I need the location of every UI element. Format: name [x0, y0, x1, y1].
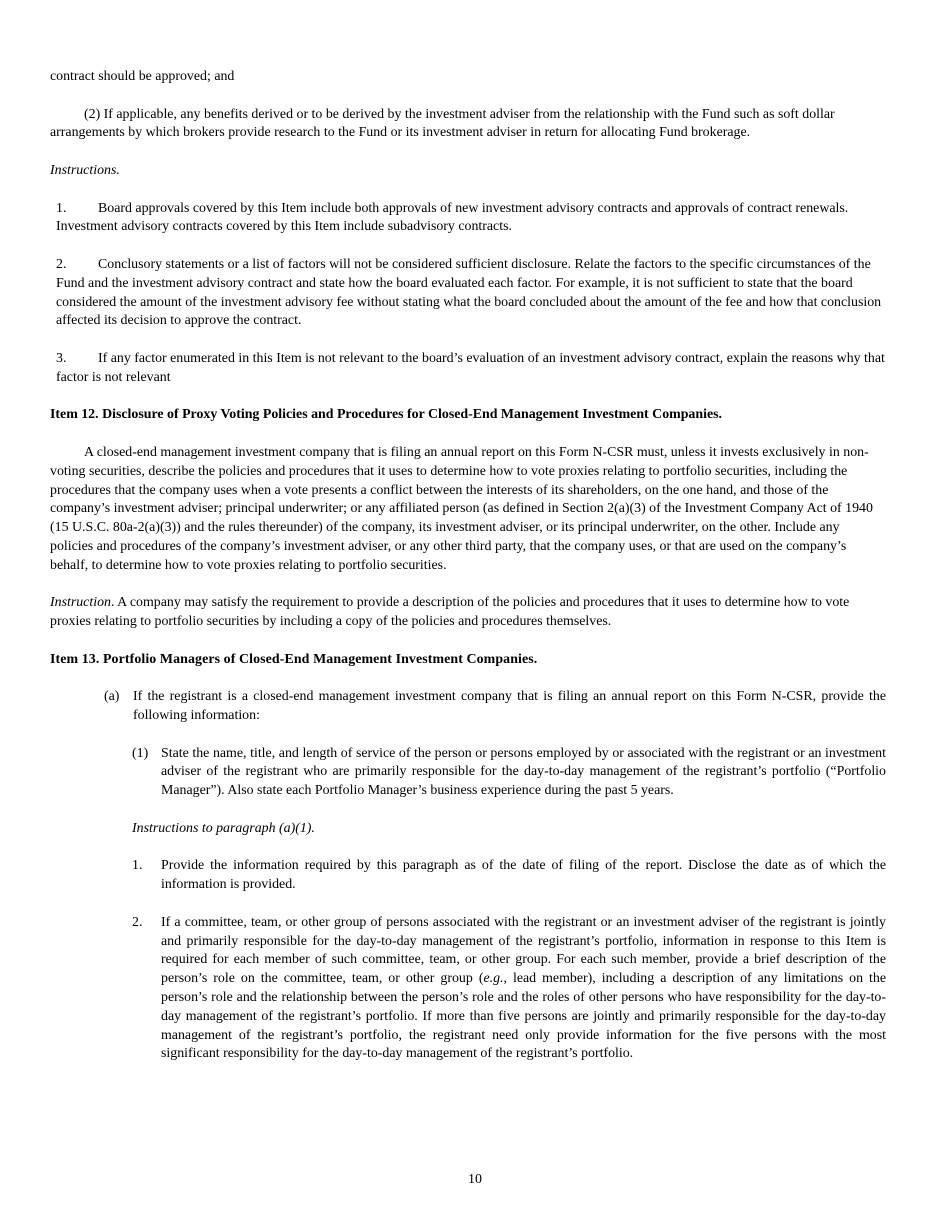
- item-12-instruction-text: . A company may satisfy the requirement to provide a description of the policies and procedures that it uses to determine how to vote proxies relating to portfolio securities by including a copy of the policies and procedures themselves.: [50, 595, 850, 630]
- instruction-text: Board approvals covered by this Item include both approvals of new investment advisory contracts and approvals of contract renewals. Investment advisory contracts covered by this Item include subadvisory contracts.: [56, 200, 849, 235]
- item-13-instruction-1: [132, 857, 886, 895]
- item-13-instruction-2: [132, 914, 886, 1064]
- instructions-label: Instructions.: [50, 162, 120, 178]
- paragraph-a-marker: (a): [104, 689, 120, 705]
- item-12-instruction: [50, 594, 886, 632]
- instruction-number: 1.: [56, 200, 67, 216]
- instruction-item: [50, 256, 886, 331]
- page-number: 10: [468, 1172, 482, 1187]
- paragraph-a1-text: State the name, title, and length of service of the person or persons employed by or associated with the registrant or an investment adviser of the registrant who are primarily responsible for the day-to-day management of the registrant’s portfolio (“Portfolio Manager”). Also state each Portfolio Manager’s business experience during the past 5 years.: [161, 745, 886, 799]
- instruction-2-text-a: If a committee, team, or other group of persons associated with the registrant or an investment adviser of the registrant is jointly and primarily responsible for the day-to-day management of the registrant’s portfolio, information in response to this Item is required for each member of such committee, team, or other group. For each such member, provide a brief description of the person’s role on the committee, team, or other group (: [161, 914, 886, 987]
- instruction-1-text: Provide the information required by this paragraph as of the date of filing of the report. Disclose the date as of which the information is provided.: [161, 858, 886, 893]
- paragraph-a1-marker: (1): [132, 745, 149, 761]
- instruction-text: If any factor enumerated in this Item is not relevant to the board’s evaluation of an investment advisory contract, explain the reasons why that factor is not relevant: [56, 350, 885, 385]
- instruction-text: Conclusory statements or a list of factors will not be considered sufficient disclosure. Relate the factors to the specific circumstances of the Fund and the investment advisory contract and state how the board evaluated each factor. For example, it is not sufficient to state that the board considered the amount of the investment advisory fee without stating what the board concluded about the amount of the fee and how that conclusion affected its decision to approve the contract.: [56, 256, 882, 329]
- item-12-heading: Item 12. Disclosure of Proxy Voting Policies and Procedures for Closed-End Management Investment Companies.: [50, 407, 723, 423]
- instruction-2-number: 2.: [132, 914, 143, 930]
- item-13-paragraph-a1: [132, 745, 886, 801]
- item-12-body: A closed-end management investment company that is filing an annual report on this Form N-CSR must, unless it invests exclusively in non-voting securities, describe the policies and procedures that it uses to determine how to vote proxies relating to portfolio securities, including the procedures that the company uses when a vote presents a conflict between the interests of its shareholders, on the one hand, and those of the company’s investment adviser; principal underwriter; or any affiliated person (as defined in Section 2(a)(3) of the Investment Company Act of 1940 (15 U.S.C. 80a-2(a)(3)) and the rules thereunder) of the company, its investment adviser, or its principal underwriter, on the other. Include any policies and procedures of the company’s investment adviser, or any other third party, that the company uses, or that are used on the company’s behalf, to determine how to vote proxies relating to portfolio securities.: [50, 444, 873, 573]
- instruction-number: 2.: [56, 256, 67, 272]
- instruction-2-eg: e.g.: [483, 971, 504, 987]
- contract-approval-line: contract should be approved; and: [50, 69, 235, 84]
- document-page: [50, 68, 886, 1064]
- instruction-number: 3.: [56, 350, 67, 366]
- benefits-paragraph: (2) If applicable, any benefits derived or to be derived by the investment adviser from the relationship with the Fund such as soft dollar arrangements by which brokers provide research to the Fund or its investment adviser in return for allocating Fund brokerage.: [50, 106, 835, 141]
- item-13-heading: Item 13. Portfolio Managers of Closed-End Management Investment Companies.: [50, 651, 538, 667]
- instruction-1-number: 1.: [132, 858, 143, 874]
- item-13-instructions-label: Instructions to paragraph (a)(1).: [132, 820, 315, 836]
- instruction-2-text-b: , lead member), including a description of any limitations on the person’s role and the relationship between the person’s role and the roles of other persons who have responsibility for the day-to-day management of the registrant’s portfolio. If more than five persons are jointly and primarily responsible for the day-to-day management of the registrant’s portfolio, the registrant need only provide information for the five persons with the most significant responsibility for the day-to-day management of the registrant’s portfolio.: [161, 971, 886, 1062]
- instruction-item: [50, 200, 886, 238]
- instruction-item: [50, 350, 886, 388]
- paragraph-a-text: If the registrant is a closed-end management investment company that is filing an annual report on this Form N-CSR, provide the following information:: [133, 689, 886, 724]
- item-12-instruction-label: Instruction: [50, 595, 111, 611]
- item-13-paragraph-a: [104, 688, 886, 726]
